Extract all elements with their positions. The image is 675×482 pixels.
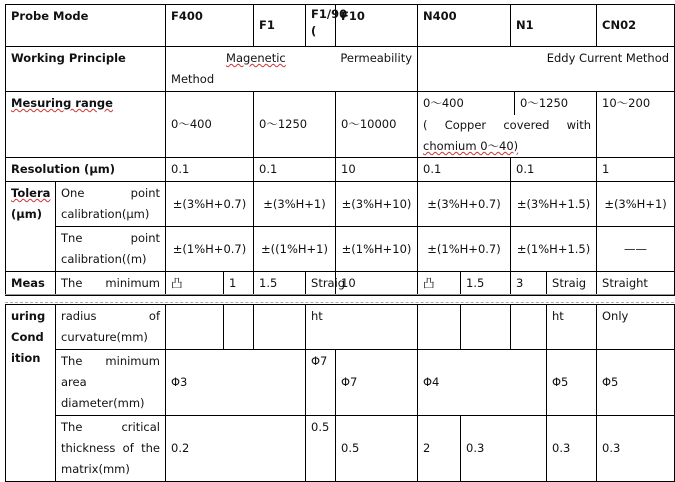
- radius-f10: 10: [336, 272, 418, 296]
- range-n400: 0～400: [418, 92, 515, 115]
- magnetic-method-cell: [166, 47, 418, 92]
- resolution-cn02: 1: [597, 158, 675, 182]
- spec-table-bottom: [5, 304, 675, 482]
- f400-header: F400: [166, 5, 254, 47]
- f10-header: F10: [336, 5, 418, 47]
- cn02-header: CN02: [597, 5, 675, 47]
- one-point-f10: ±(3%H+10): [336, 182, 418, 227]
- two-point-n400: ±(1%H+0.7): [418, 227, 511, 272]
- area-f10: Φ4: [418, 350, 547, 416]
- resolution-n400: 0.1: [418, 158, 511, 182]
- one-point-cn02: ±(3%H+1): [597, 182, 675, 227]
- f1-header: F1: [254, 5, 306, 47]
- one-point-f400: ±(3%H+0.7): [166, 182, 254, 227]
- tolerance-two-point-row: [6, 227, 675, 272]
- radius-cont-n400-b: [461, 305, 511, 350]
- copper-note-1: ( Copper covered with: [423, 118, 592, 132]
- f190-label: F1/90: [311, 7, 348, 21]
- range-f1: 0～1250: [254, 92, 336, 158]
- method-word: Method: [171, 72, 215, 86]
- min-radius-label: [56, 305, 166, 350]
- radius-cn02-b: Only: [597, 305, 675, 350]
- resolution-f400: 0.1: [166, 158, 254, 182]
- area-f1: Φ7: [306, 350, 336, 416]
- tolerance-one-point-row: [6, 182, 675, 227]
- range-f10: 0～10000: [336, 92, 418, 158]
- min-radius-row-top: [6, 272, 675, 296]
- crit-f400: 0.2: [166, 416, 306, 482]
- spec-table-top: [5, 4, 675, 296]
- crit-f10: 2: [418, 416, 461, 482]
- radius-f1: 1.5: [254, 272, 306, 296]
- page-break: [5, 294, 674, 303]
- resolution-f10: 10: [336, 158, 418, 182]
- two-point-n1: ±(1%H+1.5): [511, 227, 597, 272]
- resolution-label: Resolution (μm): [6, 158, 166, 182]
- radius-cont-f400-b: [224, 305, 254, 350]
- two-point-label-2: calibration((m): [61, 252, 147, 266]
- radius-cont-f400-a: [166, 305, 224, 350]
- two-point-f10: ±(1%H+10): [336, 227, 418, 272]
- two-point-label-1: Tne point: [61, 231, 161, 245]
- measuring-range-row: [6, 92, 675, 158]
- condition-label-3: Cond: [11, 330, 44, 344]
- permeability-word: Permeability: [340, 51, 413, 65]
- condition-label-4: ition: [11, 351, 41, 365]
- working-principle-row: [6, 47, 675, 92]
- measuring-condition-label-bottom: [6, 305, 56, 482]
- radius-f190-a: Straig: [306, 272, 336, 296]
- one-point-label-2: calibration(μm): [61, 207, 150, 221]
- copper-note-2: [418, 136, 596, 157]
- working-principle-label: Working Principle: [6, 47, 166, 92]
- range-cn02: 10～200: [597, 92, 675, 158]
- critical-thickness-label: [56, 416, 166, 482]
- radius-n1-a: 3: [511, 272, 547, 296]
- f190-paren: (: [311, 24, 317, 38]
- area-n1-b: Φ5: [597, 350, 675, 416]
- range-n1: 0～1250: [520, 96, 569, 110]
- one-point-n400: ±(3%H+0.7): [418, 182, 511, 227]
- f190-header: [306, 5, 348, 47]
- crit-n1-a: 0.3: [547, 416, 597, 482]
- measuring-condition-label-top: Meas: [6, 272, 56, 296]
- two-point-cn02: ——: [597, 227, 675, 272]
- crit-n1-b: 0.3: [597, 416, 675, 482]
- critical-thickness-row: [6, 416, 675, 482]
- one-point-label: [56, 182, 166, 227]
- n400-header: N400: [418, 5, 511, 47]
- area-f400: Φ3: [166, 350, 306, 416]
- min-area-label: [56, 350, 166, 416]
- min-radius-label-1: The minimum: [56, 272, 166, 296]
- tolerance-label: Tolera: [11, 186, 51, 200]
- two-point-f400: ±(1%H+0.7): [166, 227, 254, 272]
- min-area-row: [6, 350, 675, 416]
- eddy-current-cell: Eddy Current Method: [418, 47, 675, 92]
- probe-mode-header: Probe Mode: [6, 5, 166, 47]
- one-point-label-1: One point: [61, 186, 161, 200]
- radius-n1-b: Straig: [547, 272, 597, 296]
- crit-label-2: thickness of the: [61, 441, 160, 455]
- radius-f400-a: 凸: [166, 272, 224, 296]
- range-f400: 0～400: [166, 92, 254, 158]
- copper-note-text: chomium 0～40): [423, 139, 519, 153]
- radius-cont-n400-a: [418, 305, 461, 350]
- min-radius-label-2: radius of: [61, 309, 160, 323]
- n1-header: N1: [511, 5, 597, 47]
- crit-f1: 0.5: [306, 416, 336, 482]
- radius-f190-b: ht: [306, 305, 418, 350]
- measuring-range-label-cell: [6, 92, 166, 158]
- radius-cont-n1-a: [511, 305, 547, 350]
- radius-cont-f1: [254, 305, 306, 350]
- area-f190: Φ7: [336, 350, 418, 416]
- tolerance-label-cell: [6, 182, 56, 272]
- radius-f400-b: 1: [224, 272, 254, 296]
- range-eddy-cell: [418, 92, 597, 158]
- min-radius-row-bottom: [6, 305, 675, 350]
- header-row: [6, 5, 675, 47]
- crit-n400: 0.3: [461, 416, 547, 482]
- radius-cn02-a: Straight: [597, 272, 675, 296]
- two-point-label: [56, 227, 166, 272]
- min-area-label-1: The minimum: [61, 354, 160, 368]
- one-point-n1: ±(3%H+1.5): [511, 182, 597, 227]
- crit-label-1: The critical: [61, 420, 160, 434]
- radius-n400-a: 凸: [418, 272, 461, 296]
- min-area-label-2: area: [61, 375, 87, 389]
- crit-f190: 0.5: [336, 416, 418, 482]
- radius-n1-c: ht: [547, 305, 597, 350]
- one-point-f1: ±(3%H+1): [254, 182, 336, 227]
- resolution-row: [6, 158, 675, 182]
- magnetic-word: Magenetic: [226, 51, 286, 65]
- resolution-f1: 0.1: [254, 158, 336, 182]
- min-area-label-3: diameter(mm): [61, 396, 145, 410]
- resolution-n1: 0.1: [511, 158, 597, 182]
- area-n1-a: Φ5: [547, 350, 597, 416]
- condition-label-2: uring: [11, 309, 46, 323]
- tolerance-unit: (μm): [11, 207, 42, 221]
- min-radius-label-3: curvature(mm): [61, 330, 148, 344]
- two-point-f1: ±((1%H+1): [254, 227, 336, 272]
- measuring-range-label: Mesuring range: [11, 96, 113, 110]
- crit-label-3: matrix(mm): [61, 462, 130, 476]
- radius-n400-b: 1.5: [461, 272, 511, 296]
